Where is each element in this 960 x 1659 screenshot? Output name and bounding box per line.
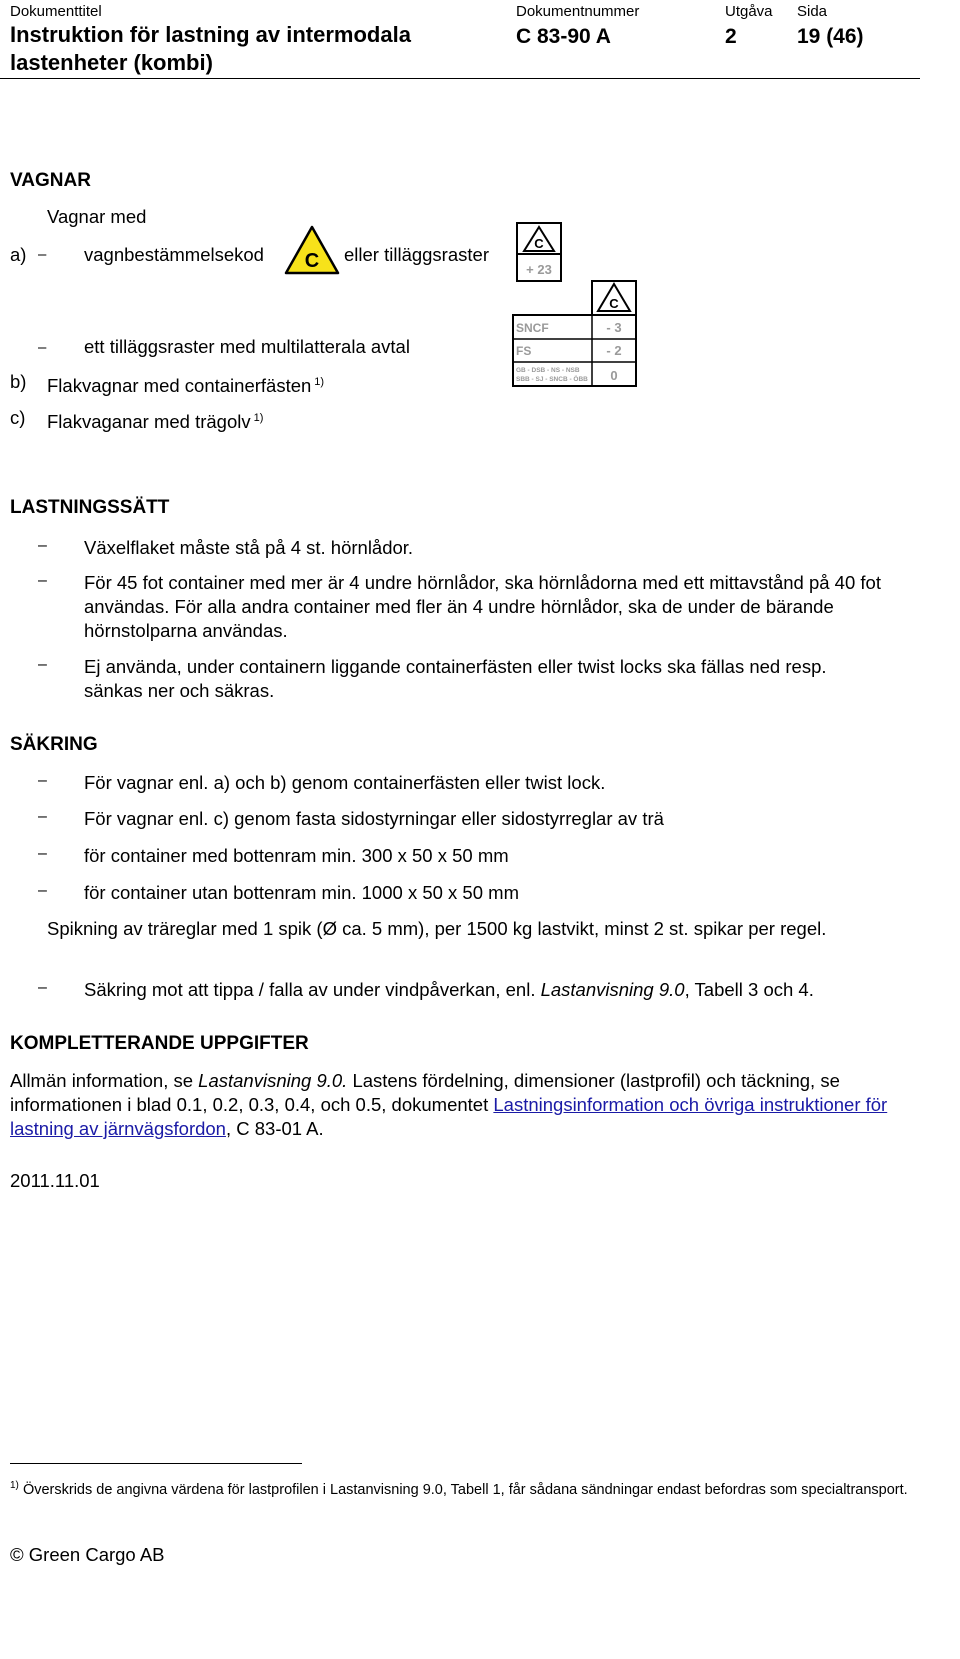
komplett-paragraph [10, 1069, 895, 1141]
document-date: 2011.11.01 [10, 1170, 100, 1191]
page-label: Sida [797, 3, 828, 20]
raster2-row2-value: - 2 [606, 343, 622, 358]
item-c-text: Flakvaganar med trägolv [47, 411, 251, 433]
heading-komplett: KOMPLETTERANDE UPPGIFTER [10, 1033, 309, 1054]
sakring-item-4: för container utan bottenram min. 1000 x 50 x 50 mm [84, 882, 519, 903]
dash: – [38, 339, 47, 356]
komplett-text: Allmän information, se [10, 1070, 194, 1091]
title-label: Dokumenttitel [10, 3, 102, 20]
document-title-line2: lastenheter (kombi) [10, 50, 213, 75]
lastning-item-1: Växelflaket måste stå på 4 st. hörnlådor. [84, 537, 414, 558]
sakring-item-1: För vagnar enl. a) och b) genom containerfästen eller twist lock. [84, 772, 606, 793]
komplett-text-end: , C 83-01 A. [225, 1118, 324, 1139]
item-c [47, 406, 263, 434]
item-a-or-text: eller tilläggsraster [344, 244, 489, 265]
item-b-marker: b) [10, 371, 27, 392]
dash: – [38, 979, 47, 996]
raster2-row3-value: 0 [610, 368, 618, 383]
dash: – [38, 845, 47, 862]
edition-number: 2 [725, 25, 737, 48]
dash: – [38, 246, 47, 263]
dash: – [38, 772, 47, 789]
spikning-text: Spikning av träreglar med 1 spik (Ø ca. 5 mm), per 1500 kg lastvikt, minst 2 st. spikar per regel. [47, 918, 827, 939]
lastningsinformation-link[interactable]: Lastningsinformation och övriga instruktioner för lastning av järnvägsfordon [10, 1094, 888, 1139]
tippa-reference: Lastanvisning 9.0 [540, 979, 685, 1000]
document-number: C 83-90 A [516, 25, 611, 48]
komplett-reference: Lastanvisning 9.0. [198, 1070, 348, 1091]
footnote [10, 1476, 910, 1500]
heading-sakring: SÄKRING [10, 734, 98, 755]
sakring-item-2: För vagnar enl. c) genom fasta sidostyrningar eller sidostyrreglar av trä [84, 808, 664, 829]
dash: – [38, 656, 47, 673]
header-divider [0, 78, 920, 79]
raster2-row2-label: FS [516, 344, 532, 358]
dash: – [38, 572, 47, 589]
raster1-sign-letter: C [534, 236, 544, 251]
additional-raster-plus23 [516, 222, 562, 282]
tippa-text-end: , Tabell 3 och 4. [684, 979, 814, 1000]
page-number: 19 (46) [797, 25, 864, 48]
warning-c-sign-icon [283, 224, 341, 276]
edition-label: Utgåva [725, 3, 773, 20]
dash: – [38, 882, 47, 899]
lastning-item-2: För 45 fot container med mer är 4 undre hörnlådor, ska hörnlådorna med ett mittavstånd på 40 fot användas. För alla andra container med fler än 4 undre hörnlådor, ska de under de bärande hörnstolparna användas. [84, 572, 881, 641]
raster2-row1-value: - 3 [606, 320, 622, 335]
vagnar-intro: Vagnar med [47, 206, 147, 227]
raster1-plus-value: + 23 [526, 262, 552, 277]
item-a-code-text: vagnbestämmelsekod [84, 244, 264, 265]
raster2-row1-label: SNCF [516, 321, 549, 335]
dash: – [38, 808, 47, 825]
item-c-marker: c) [10, 407, 26, 428]
item-a-marker: a) [10, 244, 27, 265]
warning-sign-letter: C [304, 250, 320, 272]
sakring-tippa [84, 978, 814, 1002]
footnote-marker: 1) [10, 1480, 19, 1491]
item-c-footnote-ref: 1) [253, 412, 264, 424]
item-b-text: Flakvagnar med containerfästen [47, 375, 312, 397]
raster2-sign-letter: C [609, 296, 619, 311]
raster2-row3-label-line1: GB - DSB - NS - NSB [516, 367, 580, 374]
heading-vagnar: VAGNAR [10, 170, 91, 191]
multilateral-text: ett tilläggsraster med multilatterala avtal [84, 336, 410, 357]
komplett-text-mid: Lastens fördelning, dimensioner (lastprofil) och täckning, se informationen i blad 0.1, 0.2, 0.3, 0.4, och 0.5, dokumentet [10, 1070, 840, 1115]
number-label: Dokumentnummer [516, 3, 640, 20]
lastning-item-3: Ej använda, under containern liggande containerfästen eller twist locks ska fällas ned resp. sänkas ner och säkras. [84, 656, 827, 701]
tippa-text: Säkring mot att tippa / falla av under vindpåverkan, enl. [84, 979, 536, 1000]
footnote-text: Överskrids de angivna värdena för lastprofilen i Lastanvisning 9.0, Tabell 1, får sådana sändningar endast befordras som specialtransport. [22, 1481, 908, 1498]
item-b-footnote-ref: 1) [314, 376, 325, 388]
sakring-item-3: för container med bottenram min. 300 x 50 x 50 mm [84, 845, 509, 866]
raster2-row3-label-line2: SBB - SJ - SNCB - ÖBB [516, 376, 588, 383]
footnote-divider [10, 1463, 302, 1464]
footer-copyright: © Green Cargo AB [10, 1544, 165, 1565]
item-b [47, 370, 324, 398]
multilateral-raster [512, 280, 638, 390]
heading-lastning: LASTNINGSSÄTT [10, 497, 170, 518]
dash: – [38, 537, 47, 554]
document-title-line1: Instruktion för lastning av intermodala [10, 22, 411, 47]
